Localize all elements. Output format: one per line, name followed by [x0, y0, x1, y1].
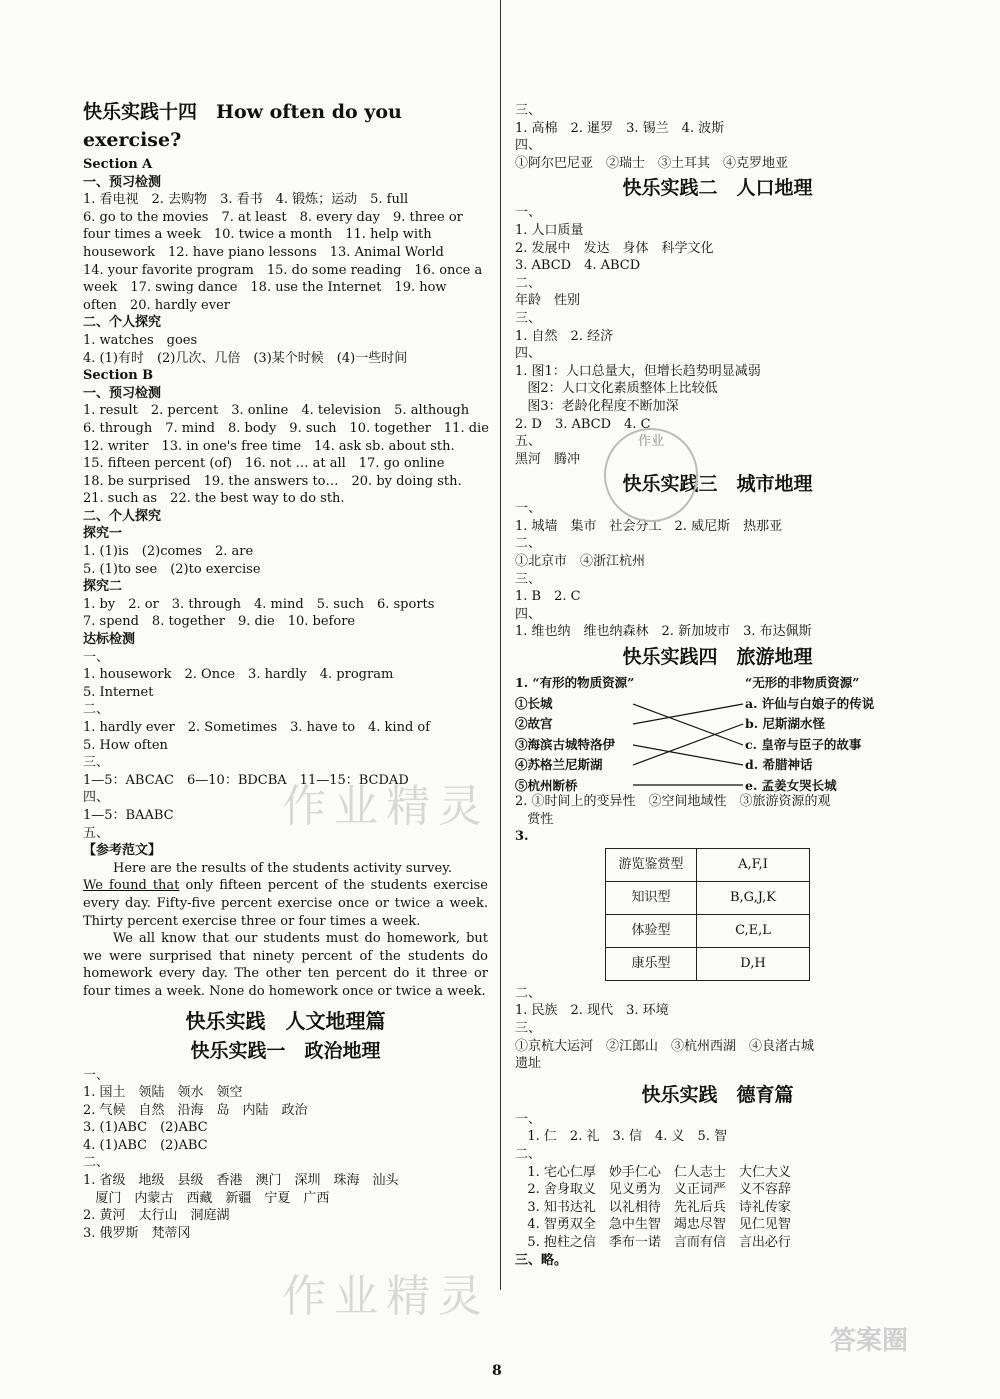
unit-title: 快乐实践十四 How often do you exercise?	[83, 101, 402, 151]
matching-right-item: a. 许仙与白娘子的传说	[745, 695, 875, 711]
matching-left-item: ②故宫	[515, 716, 553, 732]
answer-line: 2. D 3. ABCD 4. C	[515, 416, 651, 432]
answer-line: 【参考范文】	[83, 843, 162, 859]
answer-line: 4. (1)ABC (2)ABC	[83, 1137, 208, 1153]
answers-q2	[515, 793, 920, 828]
answer-line: 15. fifteen percent (of) 16. not … at all 17. go online	[83, 456, 445, 472]
answer-line: 一、	[83, 1067, 110, 1083]
essay-paragraph-2: We all know that our students must do homework, but we were surprised that ninety percent of the students do homework every day. The other ten percent do it three or four times a week. None do homework once or twice a week.	[83, 931, 488, 999]
answer-line: 一、	[515, 1111, 542, 1127]
site-logo: 答案圈	[830, 1326, 909, 1356]
answer-line: 2. 舍身取义 见义勇为 义正词严 义不容辞	[515, 1182, 791, 1198]
answer-line: 探究一	[83, 526, 123, 542]
answer-line: 赏性	[515, 811, 554, 827]
sub-title: 快乐实践一 政治地理	[190, 1039, 381, 1062]
essay-paragraph-1	[83, 860, 488, 930]
answers-moral	[515, 1111, 920, 1269]
answer-line: week 17. swing dance 18. use the Internet 19. how	[83, 280, 447, 296]
left-column	[83, 96, 488, 1242]
answer-line: 一、	[83, 649, 110, 665]
answer-line: 5. 抱柱之信 季布一诺 言而有信 言出必行	[515, 1234, 791, 1250]
matching-left-head: “有形的物质资源”	[532, 675, 635, 691]
answer-line: 2. 黄河 太行山 洞庭湖	[83, 1208, 230, 1224]
answer-line: 二、个人探究	[83, 315, 162, 331]
answer-line: 五、	[515, 434, 542, 450]
answer-line: 二、	[83, 702, 110, 718]
answer-line: 1. watches goes	[83, 332, 198, 348]
answer-line: 1. 维也纳 维也纳森林 2. 新加坡市 3. 布达佩斯	[515, 624, 812, 640]
answer-line: 达标检测	[83, 632, 136, 648]
answer-line: 二、	[515, 536, 542, 552]
answer-line: 1. 国土 领陆 领水 领空	[83, 1085, 243, 1101]
answers-population	[515, 204, 920, 468]
answer-line: housework 12. have piano lessons 13. Animal World	[83, 244, 444, 260]
answer-line: 1. 图1：人口总量大，但增长趋势明显减弱	[515, 363, 761, 379]
table-key: 体验型	[606, 914, 697, 947]
answer-line: 3. 知书达礼 以礼相待 先礼后兵 诗礼传家	[515, 1199, 791, 1215]
answer-line: 遗址	[515, 1056, 542, 1072]
matching-left-item: ⑤杭州断桥	[515, 777, 578, 793]
table-value: B,G,J,K	[697, 881, 810, 914]
answer-line: 3. ABCD 4. ABCD	[515, 258, 641, 274]
column-divider	[500, 0, 501, 1290]
answers-tourism	[515, 985, 920, 1073]
answer-line: 3. (1)ABC (2)ABC	[83, 1120, 208, 1136]
title-population: 快乐实践二 人口地理	[622, 177, 813, 200]
answer-line: 四、	[83, 790, 110, 806]
answer-line: four times a week 10. twice a month 11. help with	[83, 227, 432, 243]
answer-line: 1. 高棉 2. 暹罗 3. 锡兰 4. 波斯	[515, 120, 725, 136]
answer-line: 21. such as 22. the best way to do sth.	[83, 491, 345, 507]
answer-line: 二、	[515, 275, 542, 291]
matching-right	[745, 673, 925, 796]
answer-line: Section A	[83, 157, 153, 172]
table-row	[606, 914, 810, 947]
question-number: 1.	[515, 675, 529, 691]
answer-line: 2. ①时间上的变异性 ②空间地域性 ③旅游资源的观	[515, 794, 831, 810]
answer-line: 1. 民族 2. 现代 3. 环境	[515, 1003, 669, 1019]
title-moral: 快乐实践 德育篇	[641, 1083, 794, 1106]
answers-city	[515, 500, 920, 641]
right-column	[515, 102, 920, 1269]
answer-line: 1—5：ABCAC 6—10：BDCBA 11—15：BCDAD	[83, 772, 409, 788]
table-value: C,E,L	[697, 914, 810, 947]
matching-right-item: c. 皇帝与臣子的故事	[745, 736, 862, 752]
answer-line: 5. How often	[83, 737, 168, 753]
answer-line: 三、	[515, 571, 542, 587]
answer-line: 2. 发展中 发达 身体 科学文化	[515, 240, 714, 256]
answer-line: 1. result 2. percent 3. online 4. television 5. although	[83, 403, 470, 419]
page-number: 8	[492, 1363, 502, 1379]
table-value: D,H	[697, 947, 810, 980]
answer-line: Section B	[83, 368, 154, 384]
answer-line: 1. 城墙 集市 社会分工 2. 威尼斯 热那亚	[515, 518, 783, 534]
answer-line: 4. (1)有时 (2)几次、几倍 (3)某个时候 (4)一些时间	[83, 350, 408, 366]
answer-line: 二、	[83, 1155, 110, 1171]
section-title: 快乐实践 人文地理篇	[185, 1008, 386, 1033]
answer-line: 5. Internet	[83, 684, 154, 700]
watermark: 作业精灵	[282, 1271, 490, 1322]
answer-line: 四、	[515, 138, 542, 154]
answer-line: 一、	[515, 501, 542, 517]
answer-line: 四、	[515, 346, 542, 362]
table-row	[606, 947, 810, 980]
answer-line: 三、	[515, 103, 542, 118]
matching-right-item: b. 尼斯湖水怪	[745, 716, 825, 732]
answer-line: 1. 自然 2. 经济	[515, 328, 614, 344]
question-3-label: 3.	[515, 829, 529, 845]
answer-line: 探究二	[83, 579, 123, 595]
answer-line: 1. (1)is (2)comes 2. are	[83, 544, 254, 560]
table-key: 康乐型	[606, 947, 697, 980]
title-tourism: 快乐实践四 旅游地理	[622, 646, 813, 669]
essay-sentence-1: Here are the results of the students activity survey.	[113, 860, 452, 876]
answer-line: 5. (1)to see (2)to exercise	[83, 561, 261, 577]
answer-line: 1. 宅心仁厚 妙手仁心 仁人志士 大仁大义	[515, 1164, 791, 1180]
table-key: 游览鉴赏型	[606, 848, 697, 881]
answer-line: 1. 仁 2. 礼 3. 信 4. 义 5. 智	[515, 1129, 728, 1145]
answer-line: ①北京市 ④浙江杭州	[515, 554, 646, 570]
matching-left	[515, 673, 655, 796]
answer-line: 18. be surprised 19. the answers to… 20. by doing sth.	[83, 473, 462, 489]
answer-line: 五、	[83, 825, 110, 841]
answer-line: 1. 省级 地级 县级 香港 澳门 深圳 珠海 汕头	[83, 1173, 399, 1189]
answer-line: ①京杭大运河 ②江郎山 ③杭州西湖 ④良渚古城	[515, 1038, 815, 1054]
watermark: 作业精灵	[282, 781, 490, 832]
answer-line: 1. 人口质量	[515, 222, 584, 238]
answer-line: 3. 俄罗斯 梵蒂冈	[83, 1225, 191, 1241]
answer-line: 黑河 腾冲	[515, 451, 581, 467]
answer-line: 1. housework 2. Once 3. hardly 4. program	[83, 667, 394, 683]
answer-line: ①阿尔巴尼亚 ②瑞士 ③土耳其 ④克罗地亚	[515, 155, 789, 171]
stamp-seal: 作业	[604, 428, 698, 522]
answer-line: 7. spend 8. together 9. die 10. before	[83, 614, 356, 630]
answer-line: 二、个人探究	[83, 508, 162, 524]
answer-line: 三、略。	[515, 1252, 568, 1268]
answers-unit14	[83, 156, 488, 860]
essay-sentence-2: only fifteen percent of the students exercise every day. Fifty-five percent exercise once or twice a week. Thirty percent exercise three or four times a week.	[83, 878, 488, 929]
answer-line: 二、	[515, 1146, 542, 1162]
answer-line: 1. B 2. C	[515, 589, 581, 605]
answer-line: 14. your favorite program 15. do some reading 16. once a	[83, 262, 483, 278]
answers-continued	[515, 102, 920, 172]
table-row	[606, 848, 810, 881]
matching-left-item: ①长城	[515, 695, 553, 711]
answer-line: 二、	[515, 985, 542, 1001]
answer-line: 厦门 内蒙古 西藏 新疆 宁夏 广西	[83, 1190, 330, 1206]
answer-line: 三、	[83, 755, 110, 771]
answer-line: 1. 看电视 2. 去购物 3. 看书 4. 锻炼；运动 5. full	[83, 192, 409, 208]
table-key: 知识型	[606, 881, 697, 914]
answer-line: 4. 智勇双全 急中生智 竭忠尽智 见仁见智	[515, 1217, 791, 1233]
answer-line: 图2：人口文化素质整体上比较低	[515, 381, 718, 397]
matching-left-item: ④苏格兰尼斯湖	[515, 757, 603, 773]
answer-line: 一、预习检测	[83, 385, 162, 401]
matching-right-item: d. 希腊神话	[745, 757, 813, 773]
answer-line: 三、	[515, 310, 542, 326]
answer-line: often 20. hardly ever	[83, 297, 230, 313]
answer-line: 6. through 7. mind 8. body 9. such 10. together 11. die	[83, 420, 489, 436]
matching-left-item: ③海滨古城特洛伊	[515, 736, 616, 752]
answer-line: 一、预习检测	[83, 174, 162, 190]
answer-line: 1. by 2. or 3. through 4. mind 5. such 6. sports	[83, 596, 435, 612]
answer-line: 图3：老龄化程度不断加深	[515, 398, 679, 414]
answer-line: 2. 气候 自然 沿海 岛 内陆 政治	[83, 1102, 308, 1118]
essay-underlined-phrase: We found that	[83, 878, 180, 894]
answer-line: 三、	[515, 1021, 542, 1036]
matching-exercise	[515, 673, 920, 791]
matching-right-head: “无形的非物质资源”	[745, 675, 860, 691]
title-city: 快乐实践三 城市地理	[622, 473, 813, 496]
answer-line: 12. writer 13. in one's free time 14. ask sb. about sth.	[83, 438, 455, 454]
answer-line: 6. go to the movies 7. at least 8. every day 9. three or	[83, 209, 463, 225]
answer-line: 年龄 性别	[515, 293, 581, 309]
answer-line: 1—5：BAABC	[83, 807, 174, 823]
answer-line: 一、	[515, 205, 542, 221]
tourism-type-table	[605, 848, 810, 981]
table-value: A,F,I	[697, 848, 810, 881]
answer-line: 四、	[515, 606, 542, 622]
table-row	[606, 881, 810, 914]
answer-line: 1. hardly ever 2. Sometimes 3. have to 4. kind of	[83, 720, 431, 735]
matching-right-item: e. 孟姜女哭长城	[745, 777, 837, 793]
answers-political-geography	[83, 1067, 488, 1243]
